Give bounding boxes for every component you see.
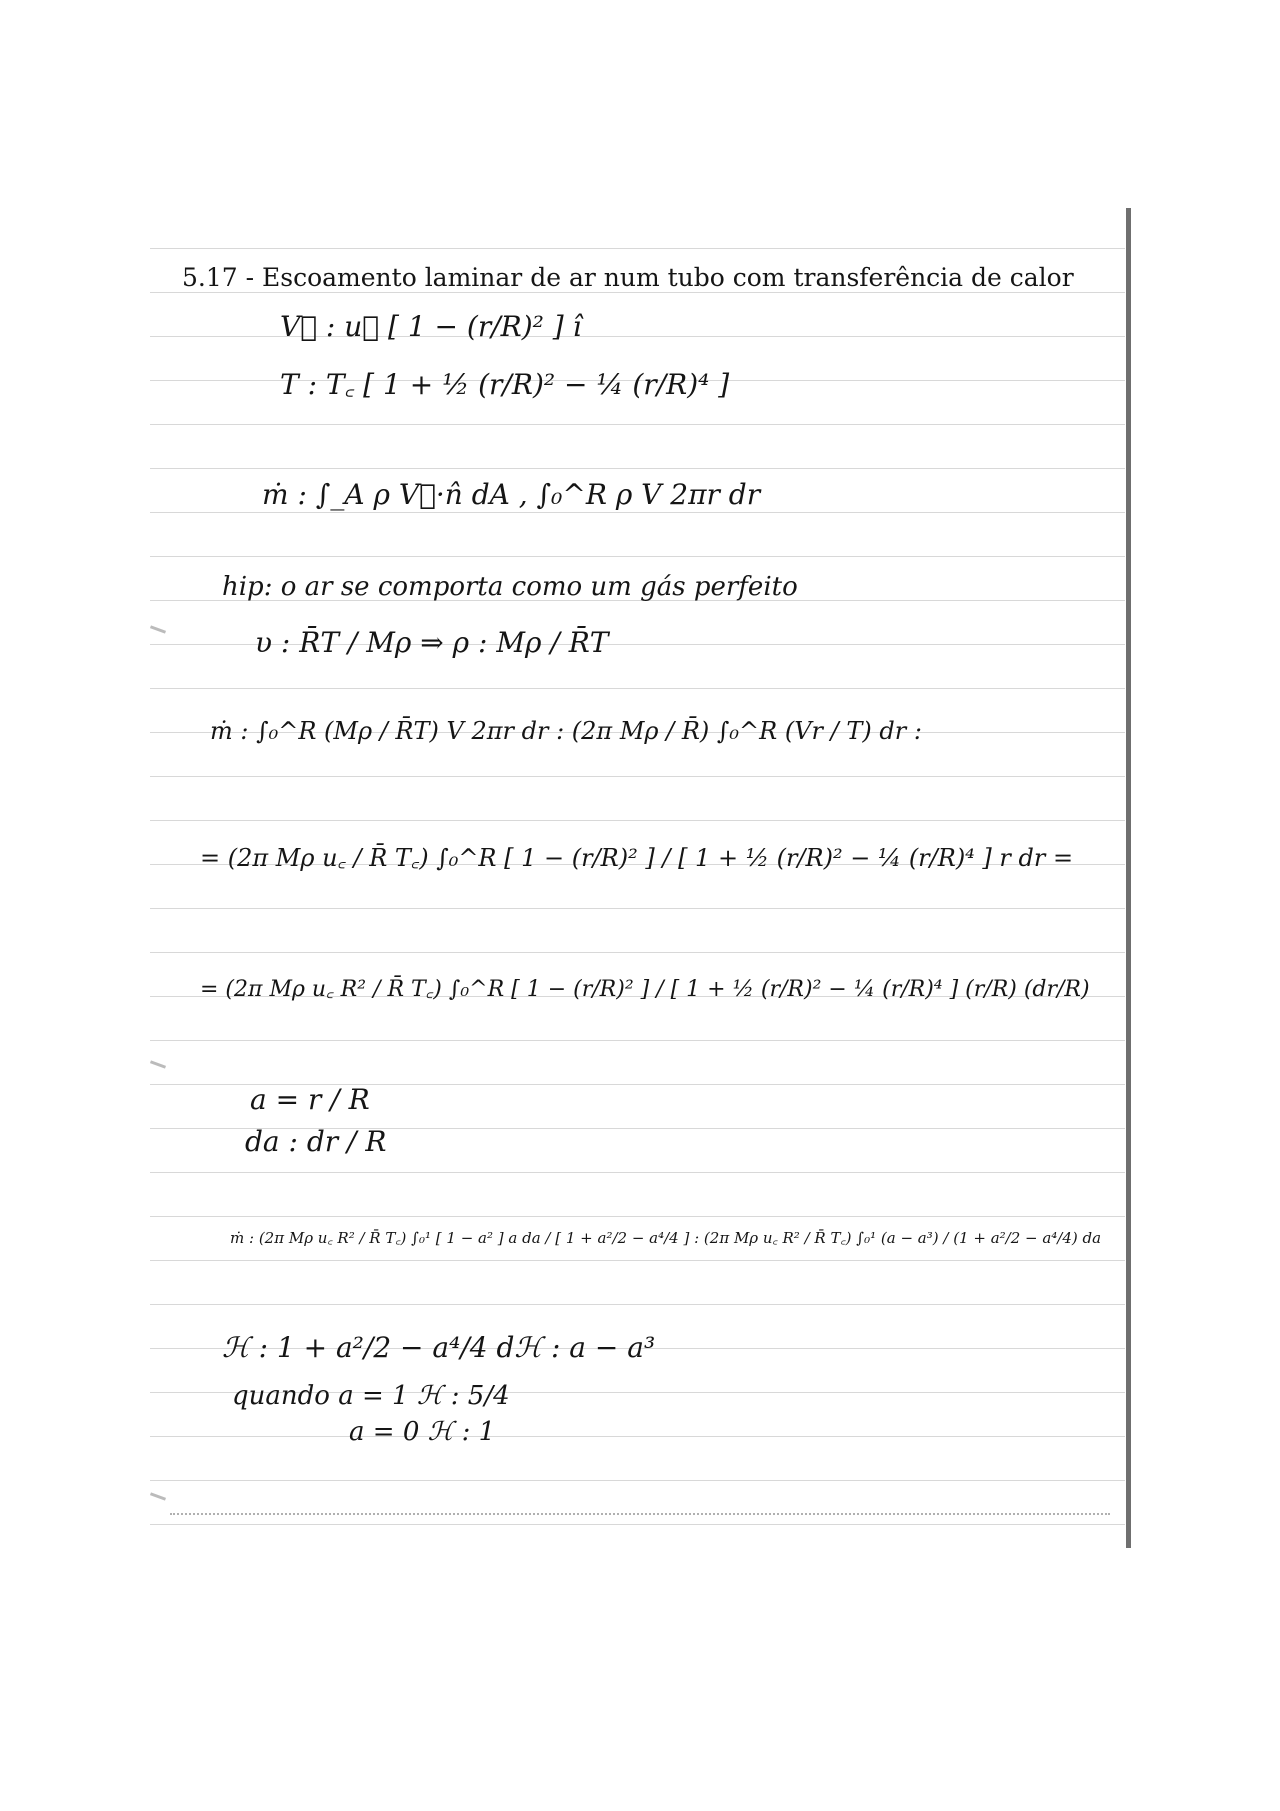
limit-upper: quando a = 1 ℋ : 5/4: [232, 1381, 510, 1411]
substitution-da: da : dr / R: [245, 1125, 387, 1158]
mass-flow-integral: ṁ : ∫_A ρ V⃗·n̂ dA , ∫₀^R ρ V 2πr dr: [262, 478, 761, 511]
velocity-equation: V⃗ : u꜀ [ 1 − (r/R)² ] î: [280, 310, 582, 343]
ideal-gas-relation: υ : R̄T / Mρ ⇒ ρ : Mρ / R̄T: [255, 626, 609, 659]
mass-flow-substitution: ṁ : ∫₀^R (Mρ / R̄T) V 2πr dr : (2π Mρ / R̄) ∫₀^R (Vr / T) dr :: [210, 717, 922, 745]
bottom-dotted-rule: [170, 1513, 1110, 1515]
mass-flow-normalized: = (2π Mρ u꜀ R² / R̄ T꜀) ∫₀^R [ 1 − (r/R)² ] / [ 1 + ½ (r/R)² − ¼ (r/R)⁴ ] (r/R) (dr/R): [200, 977, 1090, 1002]
page-edge-bar: [1126, 208, 1131, 1548]
h-definition: ℋ : 1 + a²/2 − a⁴/4 dℋ : a − a³: [222, 1331, 656, 1364]
substitution-a: a = r / R: [250, 1083, 370, 1116]
problem-title: 5.17 - Escoamento laminar de ar num tubo com transferência de calor: [182, 263, 1074, 292]
mass-flow-in-a: ṁ : (2π Mρ u꜀ R² / R̄ T꜀) ∫₀¹ [ 1 − a² ] a da / [ 1 + a²/2 − a⁴/4 ] : (2π Mρ u꜀ R² / R̄ T꜀) ∫₀¹ (a − a³) / (1 + a²/2 − a⁴/4) da: [230, 1229, 1102, 1247]
hypothesis-text: hip: o ar se comporta como um gás perfeito: [222, 572, 798, 602]
temperature-equation: T : T꜀ [ 1 + ½ (r/R)² − ¼ (r/R)⁴ ]: [280, 368, 730, 401]
limit-lower: a = 0 ℋ : 1: [349, 1417, 496, 1447]
mass-flow-expanded: = (2π Mρ u꜀ / R̄ T꜀) ∫₀^R [ 1 − (r/R)² ] / [ 1 + ½ (r/R)² − ¼ (r/R)⁴ ] r dr =: [200, 844, 1074, 872]
